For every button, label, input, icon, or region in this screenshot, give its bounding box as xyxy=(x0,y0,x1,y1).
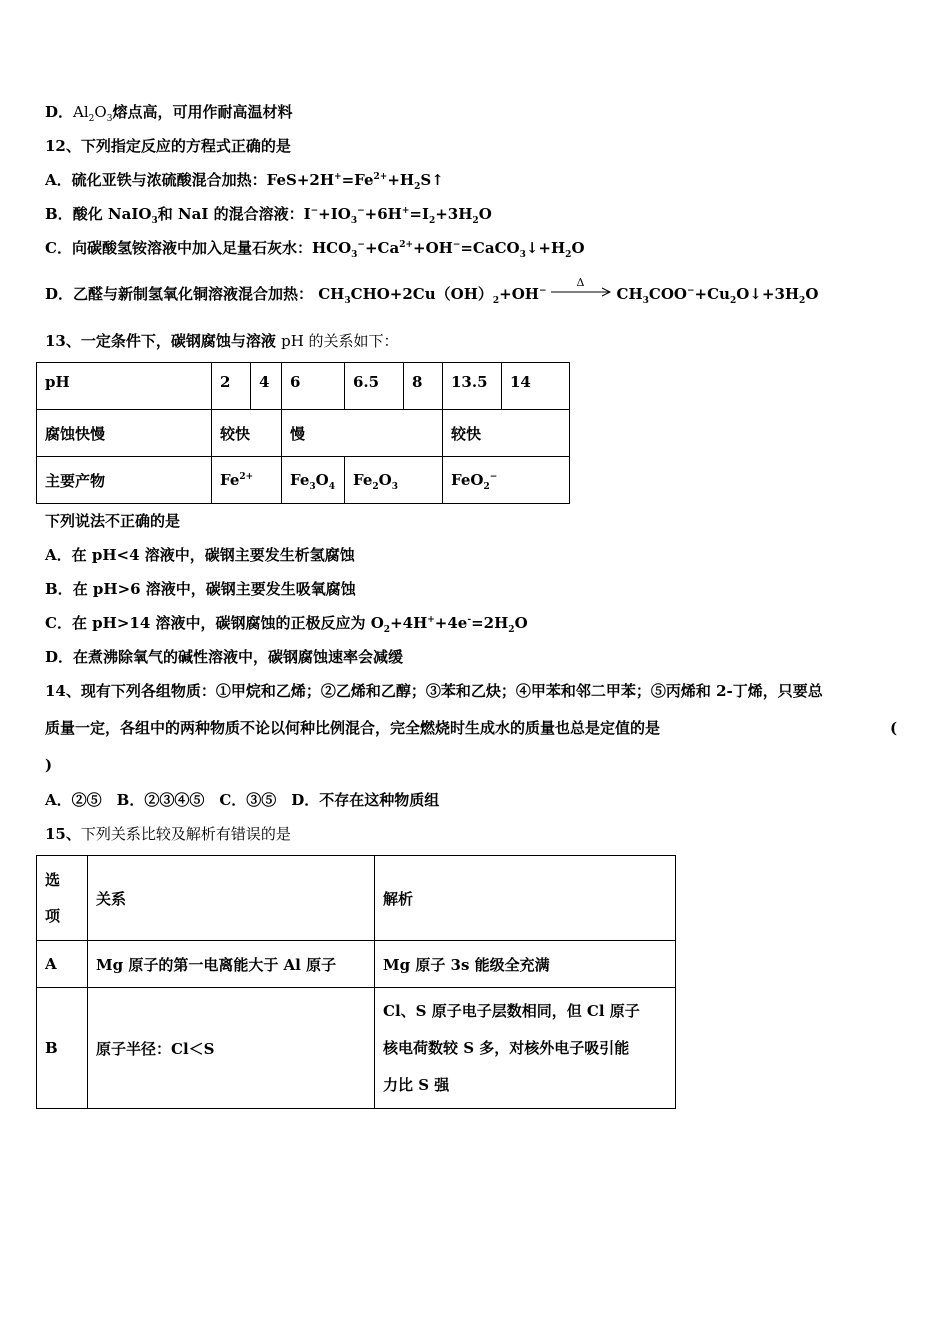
ph-value: 2 xyxy=(212,363,251,410)
ph-value: 13.5 xyxy=(443,363,502,410)
row-a-option: A xyxy=(37,941,88,988)
delta-symbol: Δ xyxy=(576,276,585,289)
ph-value: 14 xyxy=(502,363,570,410)
q13-option-d: D．在煮沸除氧气的碱性溶液中，碳钢腐蚀速率会减缓 xyxy=(45,648,404,666)
q12-option-b: B．酸化 NaIO$_3$和 NaI 的混合溶液：$I^-+IO_3^-+6H^+=I_2+3H_2O$ xyxy=(45,205,492,226)
q15-stem: 15、下列关系比较及解析有错误的是 xyxy=(45,825,291,843)
q13-option-c: C．在 pH>14 溶液中，碳钢腐蚀的正极反应为 $O_2+4H^++4e^-=2H_2O$ xyxy=(45,614,528,635)
q13-option-a: A．在 pH<4 溶液中，碳钢主要发生析氢腐蚀 xyxy=(45,546,355,564)
q12-stem: 12、下列指定反应的方程式正确的是 xyxy=(45,137,291,155)
answer-paren-close: ) xyxy=(45,756,53,774)
row-b-analysis: Cl、S 原子电子层数相同，但 Cl 原子 核电荷数较 S 多，对核外电子吸引能 力比 S 强 xyxy=(375,988,676,1109)
ph-value: 8 xyxy=(404,363,443,410)
table-row xyxy=(37,941,676,988)
product-feo2: FeO$_2$− xyxy=(443,457,570,504)
speed-value: 较快 xyxy=(212,410,282,457)
speed-label: 腐蚀快慢 xyxy=(37,410,212,457)
product-fe2: $Fe^{2+}$ xyxy=(212,457,282,504)
row-b-relation: 原子半径：Cl＜S xyxy=(88,988,375,1109)
header-option: 选 项 xyxy=(37,856,88,941)
answer-paren-open: ( xyxy=(890,719,898,737)
speed-row xyxy=(37,410,570,457)
q14-stem-line2: 质量一定，各组中的两种物质不论以何种比例混合，完全燃烧时生成水的质量也总是定值的是 xyxy=(45,719,661,737)
header-row xyxy=(37,856,676,941)
heating-arrow xyxy=(551,276,613,305)
ph-value: 4 xyxy=(251,363,282,410)
ph-label: pH xyxy=(37,363,212,410)
product-row xyxy=(37,457,570,504)
product-fe2o3: $Fe_2O_3$ xyxy=(345,457,443,504)
speed-value: 慢 xyxy=(282,410,443,457)
q15-comparison-table xyxy=(36,855,676,1109)
ph-value: 6 xyxy=(282,363,345,410)
q13-question: 下列说法不正确的是 xyxy=(45,512,181,530)
q14-stem-line1: 14、现有下列各组物质：①甲烷和乙烯；②乙烯和乙醇；③苯和乙炔；④甲苯和邻二甲苯；⑤丙烯和 2-丁烯，只要总 xyxy=(45,682,823,700)
q12-option-c: C．向碳酸氢铵溶液中加入足量石灰水：$HCO_3^-+Ca^{2+}+OH^-=CaCO_3↓+H_2O$ xyxy=(45,239,585,260)
product-label: 主要产物 xyxy=(37,457,212,504)
speed-value: 较快 xyxy=(443,410,570,457)
ph-value: 6.5 xyxy=(345,363,404,410)
q12-option-a: A．硫化亚铁与浓硫酸混合加热：$FeS+2H^+=Fe^{2+}+H_2S↑$ xyxy=(45,171,444,192)
row-a-analysis: Mg 原子 3s 能级全充满 xyxy=(375,941,676,988)
ph-row xyxy=(37,363,570,410)
row-a-relation: Mg 原子的第一电离能大于 Al 原子 xyxy=(88,941,375,988)
q13-stem: 13、一定条件下，碳钢腐蚀与溶液 pH 的关系如下： xyxy=(45,332,399,350)
q11-option-d: D．$Al_2O_3$熔点高，可用作耐高温材料 xyxy=(45,103,293,124)
header-analysis: 解析 xyxy=(375,856,676,941)
right-arrow-icon xyxy=(551,285,613,305)
q13-option-b: B．在 pH>6 溶液中，碳钢主要发生吸氧腐蚀 xyxy=(45,580,356,598)
header-relation: 关系 xyxy=(88,856,375,941)
table-row xyxy=(37,988,676,1109)
q13-corrosion-table xyxy=(36,362,570,504)
product-fe3o4: $Fe_3O_4$ xyxy=(282,457,345,504)
q14-options: A．②⑤ B．②③④⑤ C．③⑤ D．不存在这种物质组 xyxy=(45,791,440,809)
row-b-option: B xyxy=(37,988,88,1109)
q12-option-d: D．乙醛与新制氢氧化铜溶液混合加热： $CH_3CHO+2Cu(OH)_2+OH^-$ Δ $CH_3COO^-+Cu_2O↓+3H_2O$ xyxy=(45,284,818,305)
